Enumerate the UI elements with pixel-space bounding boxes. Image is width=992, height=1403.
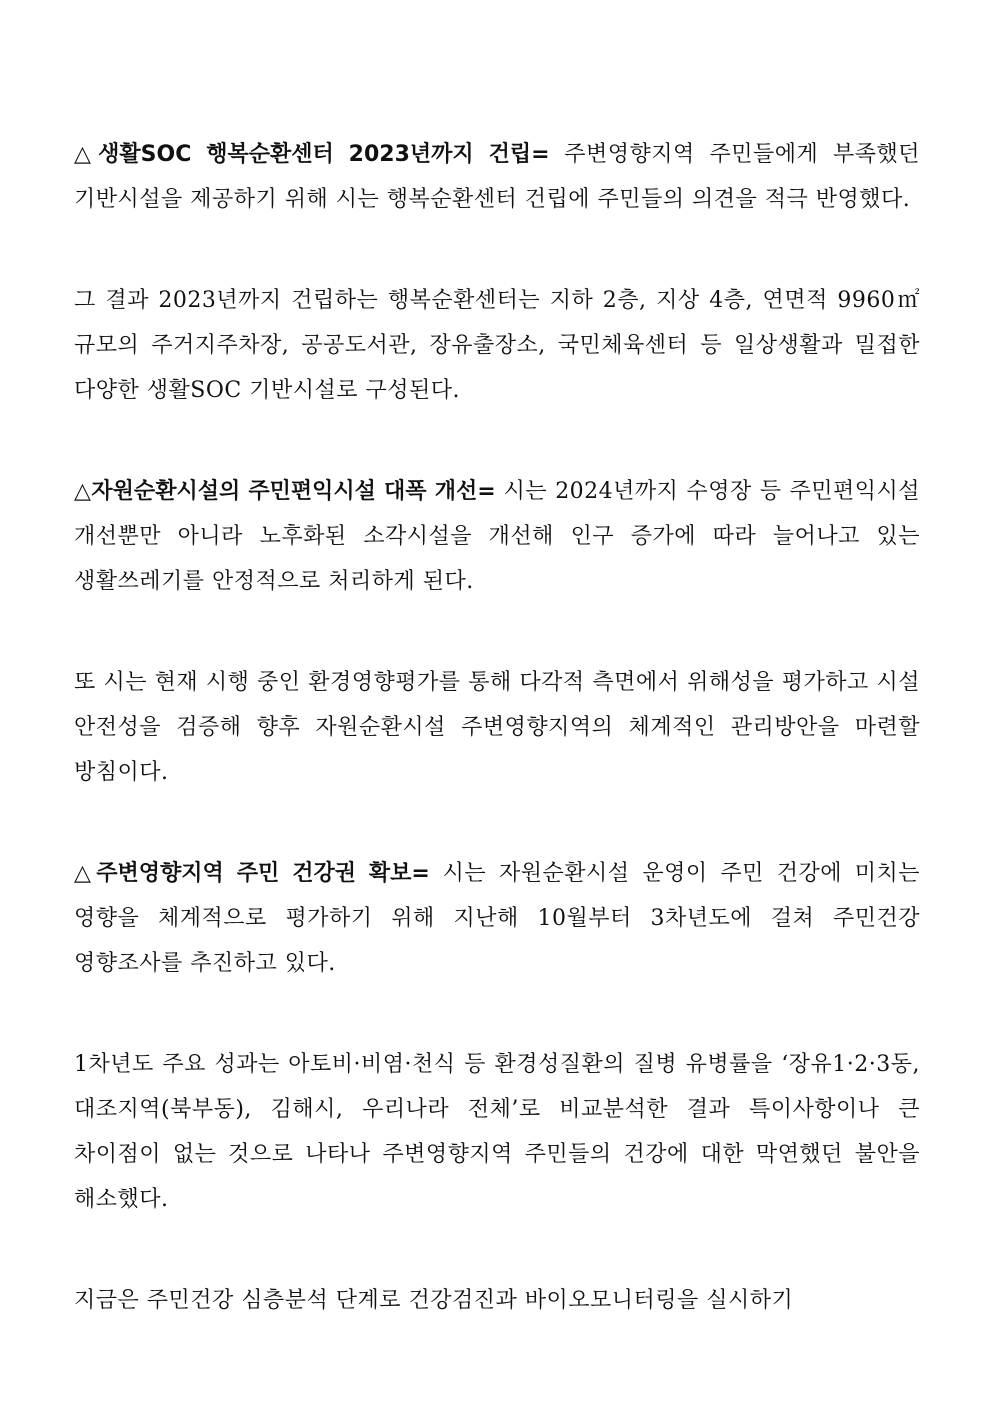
document-body bbox=[74, 132, 920, 1323]
paragraph-soc-center bbox=[74, 132, 920, 222]
paragraph-resident-facilities bbox=[74, 469, 920, 604]
paragraph-text: 지금은 주민건강 심층분석 단계로 건강검진과 바이오모니터링을 실시하기 bbox=[74, 1288, 794, 1313]
paragraph-text: 시는 자원순환시설 운영이 주민 건강에 미치는 영향을 체계적으로 평가하기 위해 지난해 10월부터 3차년도에 걸쳐 주민건강 영향조사를 추진하고 있다. bbox=[74, 861, 921, 976]
paragraph-first-year-results bbox=[74, 1042, 920, 1222]
section-heading-soc-center: △생활SOC 행복순환센터 2023년까지 건립= bbox=[74, 142, 550, 167]
paragraph-text: 시는 2024년까지 수영장 등 주민편익시설 개선뿐만 아니라 노후화된 소각시설을 개선해 인구 증가에 따라 늘어나고 있는 생활쓰레기를 안정적으로 처리하게 된다. bbox=[74, 479, 920, 594]
section-heading-health-rights: △주변영향지역 주민 건강권 확보= bbox=[74, 861, 430, 886]
paragraph-text: 주변영향지역 주민들에게 부족했던 기반시설을 제공하기 위해 시는 행복순환센터 건립에 주민들의 의견을 적극 반영했다. bbox=[74, 142, 921, 212]
paragraph-environmental-assessment bbox=[74, 660, 920, 795]
paragraph-current-stage bbox=[74, 1278, 920, 1323]
paragraph-health-rights bbox=[74, 851, 920, 986]
paragraph-text: 1차년도 주요 성과는 아토비·비염·천식 등 환경성질환의 질병 유병률을 ‘장유1·2·3동, 대조지역(북부동), 김해시, 우리나라 전체’로 비교분석한 결과 특이사항이나 큰 차이점이 없는 것으로 나타나 주변영향지역 주민들의 건강에 대한 막연했던 불안을 해소했다. bbox=[74, 1052, 920, 1212]
section-heading-resident-facilities: △자원순환시설의 주민편익시설 대폭 개선= bbox=[74, 479, 496, 504]
paragraph-text: 그 결과 2023년까지 건립하는 행복순환센터는 지하 2층, 지상 4층, 연면적 9960㎡ 규모의 주거지주차장, 공공도서관, 장유출장소, 국민체육센터 등 일상생활과 밀접한 다양한 생활SOC 기반시설로 구성된다. bbox=[74, 288, 920, 403]
paragraph-facility-composition bbox=[74, 278, 920, 413]
paragraph-text: 또 시는 현재 시행 중인 환경영향평가를 통해 다각적 측면에서 위해성을 평가하고 시설 안전성을 검증해 향후 자원순환시설 주변영향지역의 체계적인 관리방안을 마련할 방침이다. bbox=[74, 670, 920, 785]
